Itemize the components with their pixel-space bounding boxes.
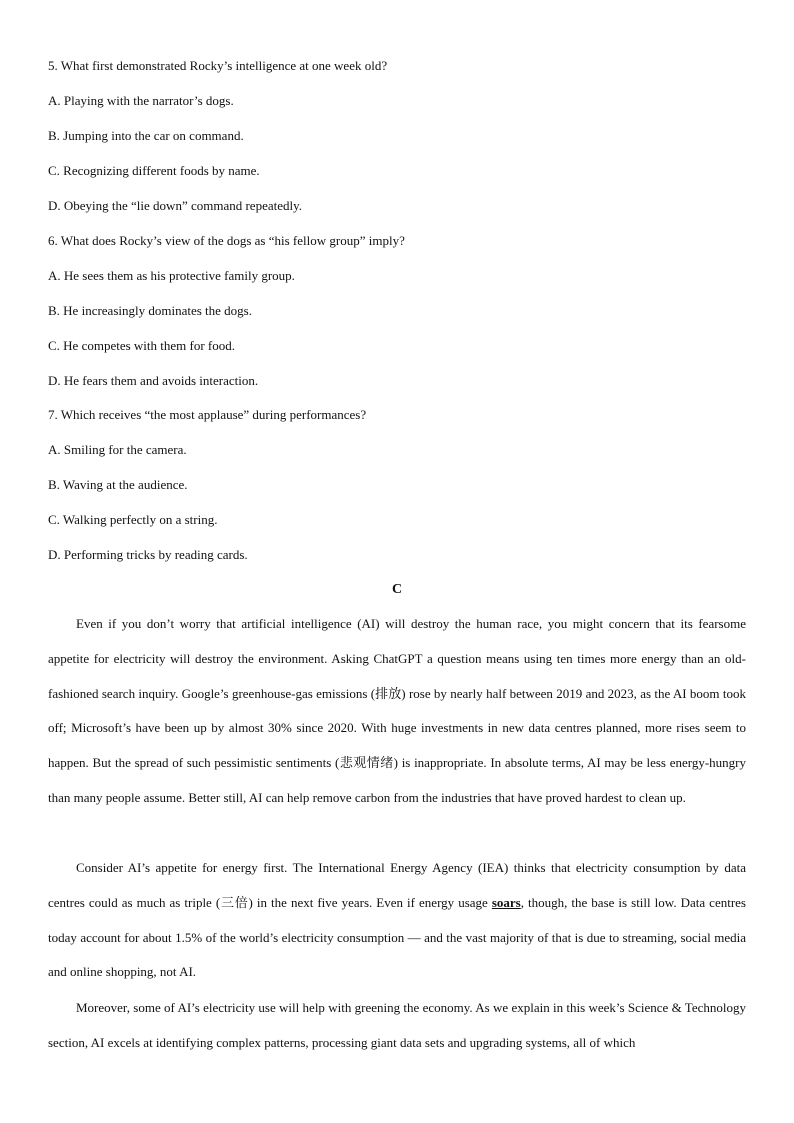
highlighted-keyword: soars (491, 894, 521, 910)
question-7-stem: 7. Which receives “the most applause” during performances? (48, 407, 367, 422)
question-5-stem: 5. What first demonstrated Rocky’s intelligence at one week old? (48, 58, 388, 73)
question-7-option-c: C. Walking perfectly on a string. (48, 512, 218, 527)
paragraph-2-text-before: Consider AI’s appetite for energy first. The International Energy Agency (IEA) thinks that electricity consumption by data centres could as much as triple (三倍) in the next five years. Even if energy usage (48, 860, 746, 910)
passage-paragraph-1: Even if you don’t worry that artificial intelligence (AI) will destroy the human race, you might concern that its fearsome appetite for electricity will destroy the environment. Asking ChatGPT a question means using ten times more energy than an old-fashioned search inquiry. Google’s greenhouse-gas emissions (排放) rose by nearly half between 2019 and 2023, as the AI boom took off; Microsoft’s have been up by almost 30% since 2020. With huge investments in new data centres planned, more rises seem to happen. But the spread of such pessimistic sentiments (悲观情绪) is inappropriate. In absolute terms, AI may be less energy-hungry than many people assume. Better still, AI can help remove carbon from the industries that have proved hardest to clean up. (48, 616, 746, 805)
question-5-option-b: B. Jumping into the car on command. (48, 128, 244, 143)
passage-paragraph-2 (48, 851, 746, 990)
question-6-option-b: B. He increasingly dominates the dogs. (48, 303, 252, 318)
question-7-option-d: D. Performing tricks by reading cards. (48, 547, 248, 562)
question-7-option-a: A. Smiling for the camera. (48, 442, 187, 457)
passage-paragraph-3: Moreover, some of AI’s electricity use will help with greening the economy. As we explain in this week’s Science & Technology section, AI excels at identifying complex patterns, processing giant data sets and upgrading systems, all of which (48, 1000, 746, 1050)
question-6-stem: 6. What does Rocky’s view of the dogs as “his fellow group” imply? (48, 233, 405, 248)
question-5-option-c: C. Recognizing different foods by name. (48, 163, 260, 178)
question-6-option-d: D. He fears them and avoids interaction. (48, 373, 259, 388)
paragraph-2-text-after: , though, the base is still low. Data centres today account for about 1.5% of the world’s electricity consumption — and the vast majority of that is due to streaming, social media and online shopping, not AI. (48, 894, 746, 980)
section-heading: C (391, 582, 403, 597)
question-6-option-c: C. He competes with them for food. (48, 338, 236, 353)
question-5-option-d: D. Obeying the “lie down” command repeatedly. (48, 198, 303, 213)
question-7-option-b: B. Waving at the audience. (48, 477, 188, 492)
question-5-option-a: A. Playing with the narrator’s dogs. (48, 93, 234, 108)
question-6-option-a: A. He sees them as his protective family group. (48, 268, 295, 283)
